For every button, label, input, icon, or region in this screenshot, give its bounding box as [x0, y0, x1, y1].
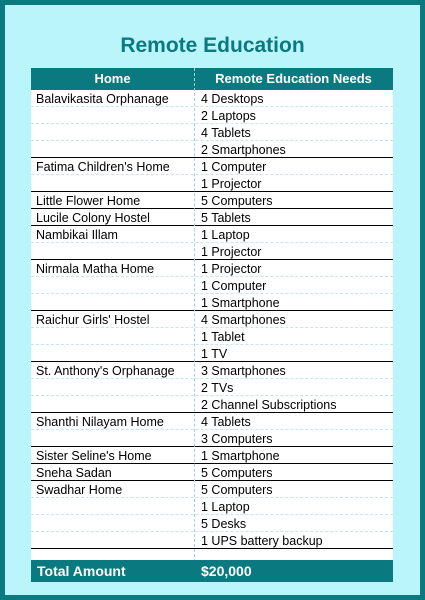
- need-item: 1 Laptop: [201, 228, 250, 242]
- needs-table: [31, 68, 393, 582]
- need-item: 4 Smartphones: [201, 313, 286, 327]
- table-row: [31, 515, 393, 532]
- home-name: Lucile Colony Hostel: [36, 211, 150, 225]
- need-item: 2 TVs: [201, 381, 234, 395]
- table-header: [31, 68, 393, 90]
- table-row: [31, 328, 393, 345]
- table-row: [31, 396, 393, 413]
- need-item: 4 Tablets: [201, 126, 251, 140]
- table-row: [31, 430, 393, 447]
- home-name: St. Anthony's Orphanage: [36, 364, 175, 378]
- need-item: 1 UPS battery backup: [201, 534, 323, 548]
- table-row: [31, 209, 393, 226]
- need-item: 5 Computers: [201, 483, 273, 497]
- home-name: Fatima Children's Home: [36, 160, 170, 174]
- need-item: 5 Tablets: [201, 211, 251, 225]
- home-name: Nirmala Matha Home: [36, 262, 155, 276]
- need-item: 3 Smartphones: [201, 364, 286, 378]
- table-row: [31, 447, 393, 464]
- need-item: 1 Projector: [201, 177, 262, 191]
- table-row: [31, 141, 393, 158]
- table-row: [31, 226, 393, 243]
- total-value: $20,000: [201, 563, 252, 579]
- need-item: 1 Laptop: [201, 500, 250, 514]
- table-row: [31, 260, 393, 277]
- table-row: [31, 498, 393, 515]
- total-label: Total Amount: [37, 563, 126, 579]
- table-row: [31, 345, 393, 362]
- table-row: [31, 379, 393, 396]
- home-name: Raichur Girls' Hostel: [36, 313, 150, 327]
- table-row: [31, 158, 393, 175]
- table-row: [31, 243, 393, 260]
- table-row: [31, 277, 393, 294]
- table-row: [31, 124, 393, 141]
- need-item: 5 Computers: [201, 194, 273, 208]
- need-item: 3 Computers: [201, 432, 273, 446]
- need-item: 2 Channel Subscriptions: [201, 398, 337, 412]
- need-item: 1 Smartphone: [201, 449, 280, 463]
- need-item: 1 TV: [201, 347, 228, 361]
- home-name: Swadhar Home: [36, 483, 123, 497]
- need-item: 4 Desktops: [201, 92, 264, 106]
- column-divider: [194, 68, 195, 582]
- need-item: 1 Projector: [201, 245, 262, 259]
- home-name: Little Flower Home: [36, 194, 141, 208]
- home-name: Sister Seline's Home: [36, 449, 152, 463]
- table-row: [31, 532, 393, 549]
- table-row: [31, 175, 393, 192]
- home-name: Nambikai Illam: [36, 228, 118, 242]
- table-body: [31, 90, 393, 549]
- need-item: 1 Smartphone: [201, 296, 280, 310]
- table-row: [31, 294, 393, 311]
- table-row: [31, 481, 393, 498]
- home-name: Balavikasita Orphanage: [36, 92, 169, 106]
- need-item: 1 Computer: [201, 160, 267, 174]
- need-item: 1 Tablet: [201, 330, 245, 344]
- need-item: 1 Projector: [201, 262, 262, 276]
- table-row: [31, 413, 393, 430]
- need-item: 4 Tablets: [201, 415, 251, 429]
- home-name: Shanthi Nilayam Home: [36, 415, 164, 429]
- table-row: [31, 464, 393, 481]
- header-needs: Remote Education Needs: [215, 71, 372, 86]
- need-item: 1 Computer: [201, 279, 267, 293]
- table-row: [31, 107, 393, 124]
- home-name: Sneha Sadan: [36, 466, 112, 480]
- table-row: [31, 311, 393, 328]
- total-row: [31, 560, 393, 582]
- need-item: 2 Laptops: [201, 109, 256, 123]
- need-item: 2 Smartphones: [201, 143, 286, 157]
- need-item: 5 Computers: [201, 466, 273, 480]
- table-row: [31, 362, 393, 379]
- page-title: Remote Education: [120, 34, 305, 57]
- table-row: [31, 192, 393, 209]
- need-item: 5 Desks: [201, 517, 247, 531]
- table-row: [31, 90, 393, 107]
- header-home: Home: [94, 71, 131, 86]
